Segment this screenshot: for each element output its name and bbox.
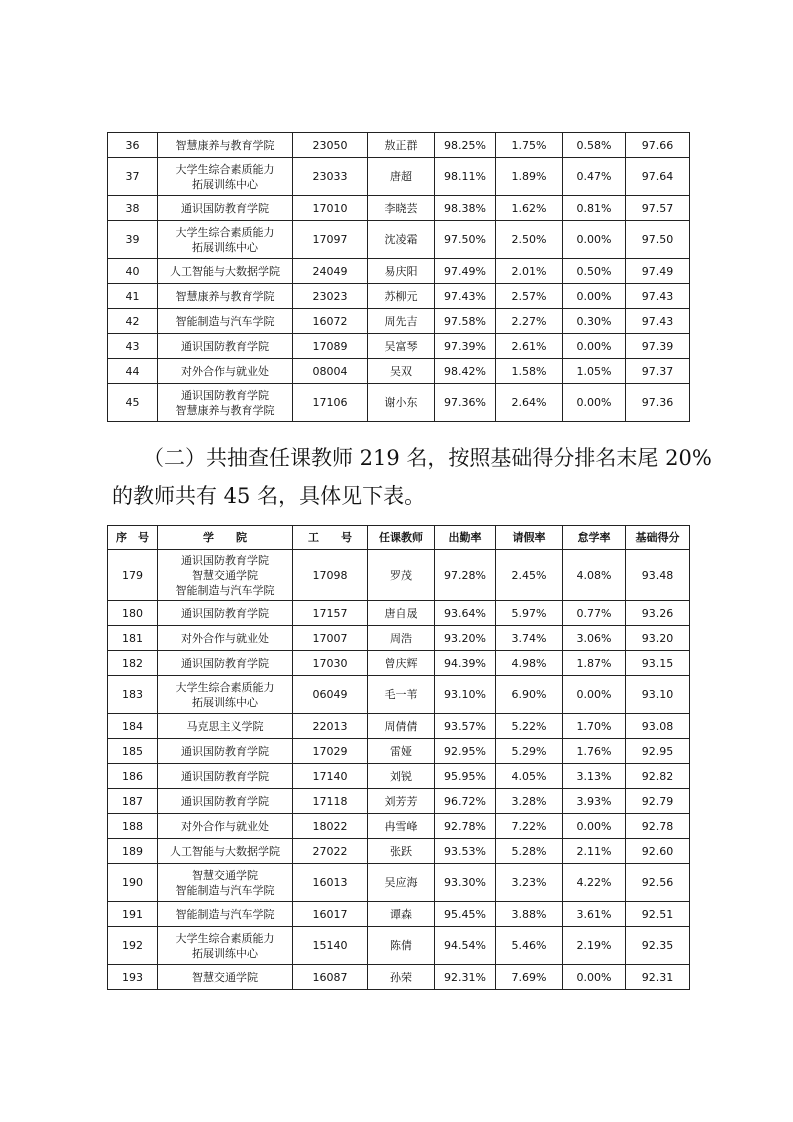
college-line: 通识国防教育学院 — [181, 794, 269, 808]
idle-rate-cell: 2.11% — [563, 839, 626, 864]
table-row — [108, 284, 690, 309]
table-row — [108, 259, 690, 284]
college-line: 通识国防教育学院 — [181, 769, 269, 783]
idle-rate-cell: 3.06% — [563, 626, 626, 651]
bottom-20-percent-table — [107, 525, 690, 990]
idle-rate-cell: 0.47% — [563, 158, 626, 196]
leave-rate-cell: 7.22% — [496, 814, 563, 839]
staff-id-cell: 17029 — [293, 739, 368, 764]
staff-id-cell: 16087 — [293, 965, 368, 990]
college-cell — [158, 601, 293, 626]
teacher-name-cell: 周倩倩 — [368, 714, 435, 739]
table-row — [108, 965, 690, 990]
college-line: 通识国防教育学院 — [181, 339, 269, 353]
attendance-rate-cell: 97.36% — [435, 384, 496, 422]
rank-cell: 44 — [108, 359, 158, 384]
table-row — [108, 550, 690, 601]
staff-id-cell: 23050 — [293, 133, 368, 158]
college-cell — [158, 196, 293, 221]
leave-rate-cell: 4.05% — [496, 764, 563, 789]
table-row — [108, 221, 690, 259]
college-line: 人工智能与大数据学院 — [170, 844, 280, 858]
teacher-name-cell: 罗茂 — [368, 550, 435, 601]
attendance-rate-cell: 97.49% — [435, 259, 496, 284]
teacher-name-cell: 谭森 — [368, 902, 435, 927]
college-line: 智慧康养与教育学院 — [175, 138, 275, 152]
header-score: 基础得分 — [626, 526, 690, 550]
rank-cell: 179 — [108, 550, 158, 601]
leave-rate-cell: 5.28% — [496, 839, 563, 864]
score-cell: 97.66 — [626, 133, 690, 158]
attendance-rate-cell: 93.53% — [435, 839, 496, 864]
attendance-rate-cell: 96.72% — [435, 789, 496, 814]
leave-rate-cell: 3.28% — [496, 789, 563, 814]
attendance-rate-cell: 94.39% — [435, 651, 496, 676]
college-cell — [158, 384, 293, 422]
college-line: 拓展训练中心 — [192, 946, 258, 960]
teacher-name-cell: 吴双 — [368, 359, 435, 384]
college-cell — [158, 259, 293, 284]
idle-rate-cell: 3.61% — [563, 902, 626, 927]
attendance-rate-cell: 92.31% — [435, 965, 496, 990]
college-line: 智能制造与汽车学院 — [175, 907, 275, 921]
teacher-name-cell: 冉雪峰 — [368, 814, 435, 839]
college-cell — [158, 309, 293, 334]
college-line: 智慧交通学院 — [192, 868, 258, 882]
college-cell — [158, 221, 293, 259]
table-body — [108, 133, 690, 422]
college-cell — [158, 676, 293, 714]
leave-rate-cell: 5.22% — [496, 714, 563, 739]
section-paragraph-line2: 的教师共有 45 名，具体见下表。 — [112, 484, 426, 508]
teacher-name-cell: 周先吉 — [368, 309, 435, 334]
teacher-name-cell: 苏柳元 — [368, 284, 435, 309]
score-cell: 93.48 — [626, 550, 690, 601]
score-cell: 92.95 — [626, 739, 690, 764]
college-line: 马克思主义学院 — [186, 719, 264, 733]
header-staff-id: 工 号 — [293, 526, 368, 550]
leave-rate-cell: 4.98% — [496, 651, 563, 676]
idle-rate-cell: 3.93% — [563, 789, 626, 814]
score-cell: 97.37 — [626, 359, 690, 384]
table-row — [108, 927, 690, 965]
rank-cell: 183 — [108, 676, 158, 714]
attendance-rate-cell: 94.54% — [435, 927, 496, 965]
score-cell: 92.56 — [626, 864, 690, 902]
college-line: 大学生综合素质能力 — [175, 162, 275, 176]
rank-cell: 38 — [108, 196, 158, 221]
table-row — [108, 839, 690, 864]
college-cell — [158, 864, 293, 902]
leave-rate-cell: 5.29% — [496, 739, 563, 764]
table-row — [108, 651, 690, 676]
rank-cell: 43 — [108, 334, 158, 359]
attendance-rate-cell: 97.39% — [435, 334, 496, 359]
staff-id-cell: 23023 — [293, 284, 368, 309]
college-cell — [158, 902, 293, 927]
idle-rate-cell: 0.00% — [563, 676, 626, 714]
rank-cell: 39 — [108, 221, 158, 259]
score-cell: 92.35 — [626, 927, 690, 965]
teacher-name-cell: 雷娅 — [368, 739, 435, 764]
teacher-name-cell: 毛一苇 — [368, 676, 435, 714]
table-row — [108, 739, 690, 764]
college-line: 智慧康养与教育学院 — [175, 403, 275, 417]
rank-cell: 192 — [108, 927, 158, 965]
idle-rate-cell: 4.08% — [563, 550, 626, 601]
attendance-rate-cell: 95.95% — [435, 764, 496, 789]
college-line: 智能制造与汽车学院 — [175, 314, 275, 328]
college-line: 智能制造与汽车学院 — [175, 583, 275, 597]
idle-rate-cell: 0.00% — [563, 334, 626, 359]
staff-id-cell: 08004 — [293, 359, 368, 384]
teacher-name-cell: 陈倩 — [368, 927, 435, 965]
score-cell: 92.78 — [626, 814, 690, 839]
idle-rate-cell: 2.19% — [563, 927, 626, 965]
header-row — [108, 526, 690, 550]
table-row — [108, 133, 690, 158]
staff-id-cell: 17089 — [293, 334, 368, 359]
score-cell: 93.08 — [626, 714, 690, 739]
score-cell: 93.26 — [626, 601, 690, 626]
idle-rate-cell: 0.58% — [563, 133, 626, 158]
teacher-name-cell: 唐超 — [368, 158, 435, 196]
staff-id-cell: 17118 — [293, 789, 368, 814]
college-cell — [158, 550, 293, 601]
staff-id-cell: 16072 — [293, 309, 368, 334]
table-row — [108, 359, 690, 384]
leave-rate-cell: 1.75% — [496, 133, 563, 158]
rank-cell: 190 — [108, 864, 158, 902]
teacher-name-cell: 刘芳芳 — [368, 789, 435, 814]
college-cell — [158, 965, 293, 990]
teacher-name-cell: 曾庆辉 — [368, 651, 435, 676]
attendance-rate-cell: 93.57% — [435, 714, 496, 739]
table-row — [108, 714, 690, 739]
score-cell: 97.43 — [626, 309, 690, 334]
staff-id-cell: 17140 — [293, 764, 368, 789]
idle-rate-cell: 4.22% — [563, 864, 626, 902]
teacher-name-cell: 周浩 — [368, 626, 435, 651]
college-cell — [158, 814, 293, 839]
staff-id-cell: 17007 — [293, 626, 368, 651]
idle-rate-cell: 1.05% — [563, 359, 626, 384]
table-row — [108, 626, 690, 651]
teacher-name-cell: 沈凌霜 — [368, 221, 435, 259]
college-line: 智慧交通学院 — [192, 568, 258, 582]
attendance-rate-cell: 93.10% — [435, 676, 496, 714]
staff-id-cell: 22013 — [293, 714, 368, 739]
college-line: 对外合作与就业处 — [181, 819, 269, 833]
table-row — [108, 789, 690, 814]
teacher-name-cell: 敖正群 — [368, 133, 435, 158]
attendance-rate-cell: 98.11% — [435, 158, 496, 196]
rank-cell: 185 — [108, 739, 158, 764]
college-line: 通识国防教育学院 — [181, 744, 269, 758]
rank-cell: 37 — [108, 158, 158, 196]
college-line: 人工智能与大数据学院 — [170, 264, 280, 278]
college-cell — [158, 651, 293, 676]
college-line: 对外合作与就业处 — [181, 631, 269, 645]
idle-rate-cell: 1.70% — [563, 714, 626, 739]
rank-cell: 180 — [108, 601, 158, 626]
college-line: 智慧康养与教育学院 — [175, 289, 275, 303]
leave-rate-cell: 5.46% — [496, 927, 563, 965]
score-cell: 93.10 — [626, 676, 690, 714]
idle-rate-cell: 0.00% — [563, 284, 626, 309]
staff-id-cell: 24049 — [293, 259, 368, 284]
college-line: 拓展训练中心 — [192, 177, 258, 191]
score-cell: 97.49 — [626, 259, 690, 284]
college-cell — [158, 714, 293, 739]
idle-rate-cell: 0.00% — [563, 384, 626, 422]
score-cell: 97.57 — [626, 196, 690, 221]
leave-rate-cell: 6.90% — [496, 676, 563, 714]
score-cell: 97.64 — [626, 158, 690, 196]
table-row — [108, 601, 690, 626]
leave-rate-cell: 2.45% — [496, 550, 563, 601]
rank-cell: 189 — [108, 839, 158, 864]
rank-cell: 188 — [108, 814, 158, 839]
header-leave: 请假率 — [496, 526, 563, 550]
attendance-rate-cell: 98.42% — [435, 359, 496, 384]
attendance-rate-cell: 98.38% — [435, 196, 496, 221]
idle-rate-cell: 0.50% — [563, 259, 626, 284]
college-cell — [158, 739, 293, 764]
rank-cell: 182 — [108, 651, 158, 676]
score-cell: 97.50 — [626, 221, 690, 259]
table-row — [108, 764, 690, 789]
teacher-name-cell: 吴应海 — [368, 864, 435, 902]
header-college: 学 院 — [158, 526, 293, 550]
college-line: 通识国防教育学院 — [181, 606, 269, 620]
rank-cell: 40 — [108, 259, 158, 284]
college-cell — [158, 334, 293, 359]
leave-rate-cell: 1.58% — [496, 359, 563, 384]
rank-cell: 36 — [108, 133, 158, 158]
attendance-rate-cell: 98.25% — [435, 133, 496, 158]
idle-rate-cell: 3.13% — [563, 764, 626, 789]
attendance-rate-cell: 97.58% — [435, 309, 496, 334]
teacher-name-cell: 李晓芸 — [368, 196, 435, 221]
college-line: 大学生综合素质能力 — [175, 225, 275, 239]
idle-rate-cell: 0.00% — [563, 965, 626, 990]
leave-rate-cell: 5.97% — [496, 601, 563, 626]
score-cell: 92.82 — [626, 764, 690, 789]
teacher-name-cell: 刘锐 — [368, 764, 435, 789]
idle-rate-cell: 1.87% — [563, 651, 626, 676]
staff-id-cell: 06049 — [293, 676, 368, 714]
leave-rate-cell: 2.61% — [496, 334, 563, 359]
table-body — [108, 550, 690, 990]
leave-rate-cell: 3.23% — [496, 864, 563, 902]
leave-rate-cell: 7.69% — [496, 965, 563, 990]
header-attendance: 出勤率 — [435, 526, 496, 550]
teacher-name-cell: 张跃 — [368, 839, 435, 864]
rank-cell: 41 — [108, 284, 158, 309]
attendance-rate-cell: 97.50% — [435, 221, 496, 259]
college-line: 通识国防教育学院 — [181, 201, 269, 215]
score-cell: 97.39 — [626, 334, 690, 359]
table-row — [108, 814, 690, 839]
college-cell — [158, 133, 293, 158]
staff-id-cell: 18022 — [293, 814, 368, 839]
teacher-name-cell: 吴富琴 — [368, 334, 435, 359]
college-line: 拓展训练中心 — [192, 240, 258, 254]
idle-rate-cell: 1.76% — [563, 739, 626, 764]
header-rank: 序 号 — [108, 526, 158, 550]
table-header — [108, 526, 690, 550]
table-row — [108, 384, 690, 422]
attendance-rate-cell: 93.20% — [435, 626, 496, 651]
college-line: 对外合作与就业处 — [181, 364, 269, 378]
college-line: 大学生综合素质能力 — [175, 931, 275, 945]
college-line: 大学生综合素质能力 — [175, 680, 275, 694]
college-line: 通识国防教育学院 — [181, 656, 269, 670]
rank-cell: 45 — [108, 384, 158, 422]
staff-id-cell: 17157 — [293, 601, 368, 626]
idle-rate-cell: 0.30% — [563, 309, 626, 334]
college-cell — [158, 927, 293, 965]
leave-rate-cell: 2.01% — [496, 259, 563, 284]
table-row — [108, 309, 690, 334]
college-line: 通识国防教育学院 — [181, 388, 269, 402]
ranking-table-continued — [107, 132, 690, 422]
attendance-rate-cell: 93.64% — [435, 601, 496, 626]
college-line: 智慧交通学院 — [192, 970, 258, 984]
score-cell: 92.31 — [626, 965, 690, 990]
attendance-rate-cell: 97.28% — [435, 550, 496, 601]
college-line: 拓展训练中心 — [192, 695, 258, 709]
staff-id-cell: 15140 — [293, 927, 368, 965]
score-cell: 97.43 — [626, 284, 690, 309]
staff-id-cell: 27022 — [293, 839, 368, 864]
attendance-rate-cell: 92.95% — [435, 739, 496, 764]
leave-rate-cell: 3.88% — [496, 902, 563, 927]
table-row — [108, 196, 690, 221]
attendance-rate-cell: 93.30% — [435, 864, 496, 902]
college-cell — [158, 789, 293, 814]
staff-id-cell: 16013 — [293, 864, 368, 902]
teacher-name-cell: 唐自晟 — [368, 601, 435, 626]
rank-cell: 191 — [108, 902, 158, 927]
staff-id-cell: 17098 — [293, 550, 368, 601]
rank-cell: 42 — [108, 309, 158, 334]
rank-cell: 184 — [108, 714, 158, 739]
score-cell: 92.60 — [626, 839, 690, 864]
teacher-name-cell: 孙荣 — [368, 965, 435, 990]
idle-rate-cell: 0.00% — [563, 814, 626, 839]
leave-rate-cell: 1.62% — [496, 196, 563, 221]
section-paragraph-line1: （二）共抽查任课教师 219 名，按照基础得分排名末尾 20% — [143, 446, 712, 470]
attendance-rate-cell: 95.45% — [435, 902, 496, 927]
staff-id-cell: 16017 — [293, 902, 368, 927]
leave-rate-cell: 2.27% — [496, 309, 563, 334]
leave-rate-cell: 2.64% — [496, 384, 563, 422]
leave-rate-cell: 3.74% — [496, 626, 563, 651]
idle-rate-cell: 0.00% — [563, 221, 626, 259]
college-line: 智能制造与汽车学院 — [175, 883, 275, 897]
teacher-name-cell: 谢小东 — [368, 384, 435, 422]
table-row — [108, 334, 690, 359]
staff-id-cell: 17106 — [293, 384, 368, 422]
college-cell — [158, 359, 293, 384]
college-cell — [158, 764, 293, 789]
college-cell — [158, 626, 293, 651]
header-idle: 怠学率 — [563, 526, 626, 550]
college-cell — [158, 839, 293, 864]
score-cell: 93.20 — [626, 626, 690, 651]
score-cell: 97.36 — [626, 384, 690, 422]
table-row — [108, 158, 690, 196]
score-cell: 93.15 — [626, 651, 690, 676]
college-line: 通识国防教育学院 — [181, 553, 269, 567]
leave-rate-cell: 1.89% — [496, 158, 563, 196]
attendance-rate-cell: 92.78% — [435, 814, 496, 839]
leave-rate-cell: 2.57% — [496, 284, 563, 309]
header-teacher: 任课教师 — [368, 526, 435, 550]
staff-id-cell: 17010 — [293, 196, 368, 221]
staff-id-cell: 23033 — [293, 158, 368, 196]
rank-cell: 181 — [108, 626, 158, 651]
leave-rate-cell: 2.50% — [496, 221, 563, 259]
staff-id-cell: 17097 — [293, 221, 368, 259]
college-cell — [158, 284, 293, 309]
table-row — [108, 676, 690, 714]
rank-cell: 187 — [108, 789, 158, 814]
staff-id-cell: 17030 — [293, 651, 368, 676]
rank-cell: 186 — [108, 764, 158, 789]
idle-rate-cell: 0.81% — [563, 196, 626, 221]
table-row — [108, 864, 690, 902]
rank-cell: 193 — [108, 965, 158, 990]
score-cell: 92.51 — [626, 902, 690, 927]
teacher-name-cell: 易庆阳 — [368, 259, 435, 284]
table-row — [108, 902, 690, 927]
score-cell: 92.79 — [626, 789, 690, 814]
college-cell — [158, 158, 293, 196]
idle-rate-cell: 0.77% — [563, 601, 626, 626]
attendance-rate-cell: 97.43% — [435, 284, 496, 309]
